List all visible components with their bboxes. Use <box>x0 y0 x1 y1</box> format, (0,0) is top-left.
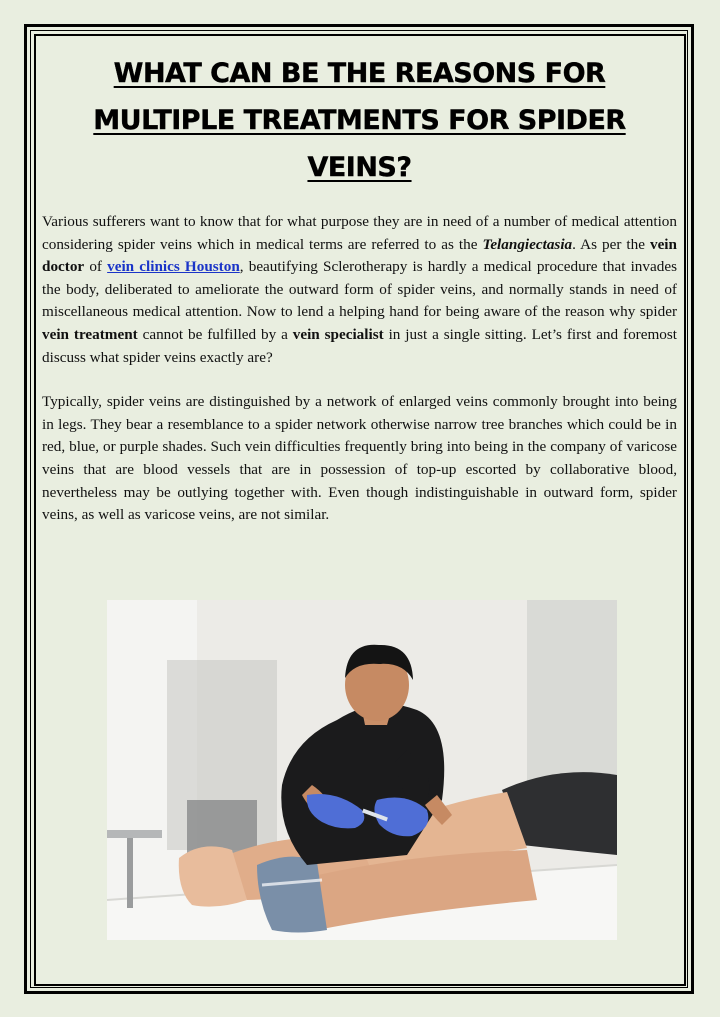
article-content <box>42 50 677 527</box>
text-run: cannot be fulfilled by a <box>137 325 293 343</box>
bold-keyword: vein specialist <box>292 325 384 343</box>
text-run: of <box>84 258 108 276</box>
text-run: in just a single sitting. Let’s first and foremost discuss what spider veins exactly are? <box>42 325 677 366</box>
treatment-photo <box>107 600 617 940</box>
bold-keyword: vein treatment <box>42 325 138 343</box>
bold-keyword: vein doctor <box>42 235 677 276</box>
medical-term: Telangiectasia <box>482 235 573 253</box>
text-run: Various sufferers want to know that for what purpose they are in need of a number of medical attention considering spider veins which in medical terms are referred to as the <box>42 213 677 253</box>
paragraph-intro <box>42 211 677 369</box>
text-run: , beautifying Sclerotherapy is hardly a medical procedure that invades the body, deliberated to ameliorate the outward form of spider veins, and normally stands in need of miscellaneous medical attention. Now to lend a helping hand for being aware of the reason why spider <box>42 258 677 321</box>
text-run: . As per the <box>572 235 650 253</box>
vein-clinics-link[interactable]: vein clinics Houston <box>107 258 240 276</box>
article-title: WHAT CAN BE THE REASONS FOR MULTIPLE TREATMENTS FOR SPIDER VEINS? <box>93 58 626 183</box>
paragraph-spider-veins: Typically, spider veins are distinguished by a network of enlarged veins commonly brought into being in legs. They bear a resemblance to a spider network otherwise narrow tree branches which could be in red, blue, or purple shades. Such vein difficulties frequently bring into being in the company of varicose veins that are blood vessels that are in possession of top-up escorted by collaborative blood, nevertheless may be outlying together with. Even though indistinguishable in outward form, spider veins, as well as varicose veins, are not similar. <box>42 393 677 524</box>
photo-illustration <box>107 600 617 940</box>
